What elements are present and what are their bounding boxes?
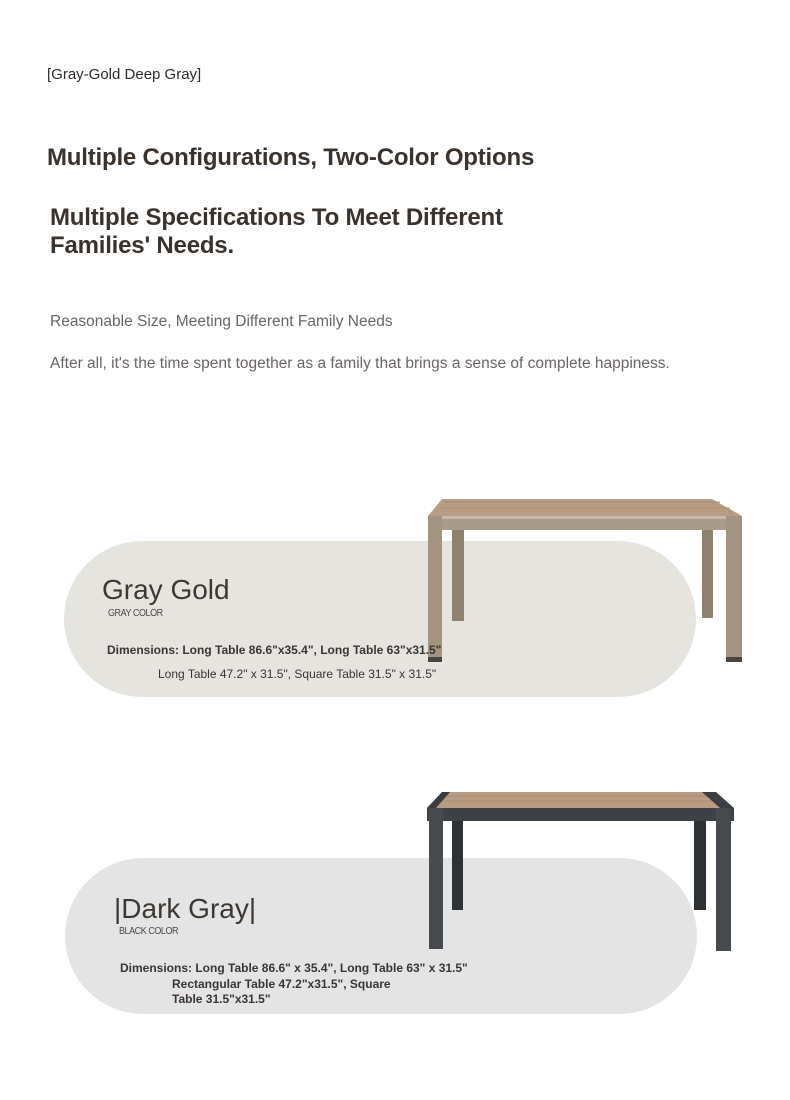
table-image-dark-gray	[420, 786, 750, 961]
dimensions-line: Rectangular Table 47.2"x31.5", Square	[172, 977, 391, 991]
intro-line-2: After all, it's the time spent together as a family that brings a sense of complete happiness.	[50, 355, 670, 372]
variant-name-en: GRAY COLOR	[108, 608, 163, 619]
table-image-gray-gold	[420, 492, 750, 672]
variant-name: Gray Gold	[102, 574, 230, 605]
variant-tag: [Gray-Gold Deep Gray]	[47, 66, 202, 83]
dimensions-line: Table 31.5"x31.5"	[172, 992, 271, 1006]
dimensions-line: Long Table 47.2" x 31.5", Square Table 31.5" x 31.5"	[158, 667, 437, 681]
page-title: Multiple Configurations, Two-Color Options	[47, 144, 535, 171]
page-subtitle: Multiple Specifications To Meet Different Families' Needs.	[50, 204, 503, 259]
variant-name-en: BLACK COLOR	[119, 926, 179, 937]
dimensions-line: Dimensions: Long Table 86.6"x35.4", Long Table 63"x31.5"	[107, 643, 442, 657]
variant-name: |Dark Gray|	[114, 893, 257, 924]
dimensions-line: Dimensions: Long Table 86.6" x 35.4", Long Table 63" x 31.5"	[120, 961, 468, 975]
intro-line-1: Reasonable Size, Meeting Different Family Needs	[50, 313, 393, 330]
